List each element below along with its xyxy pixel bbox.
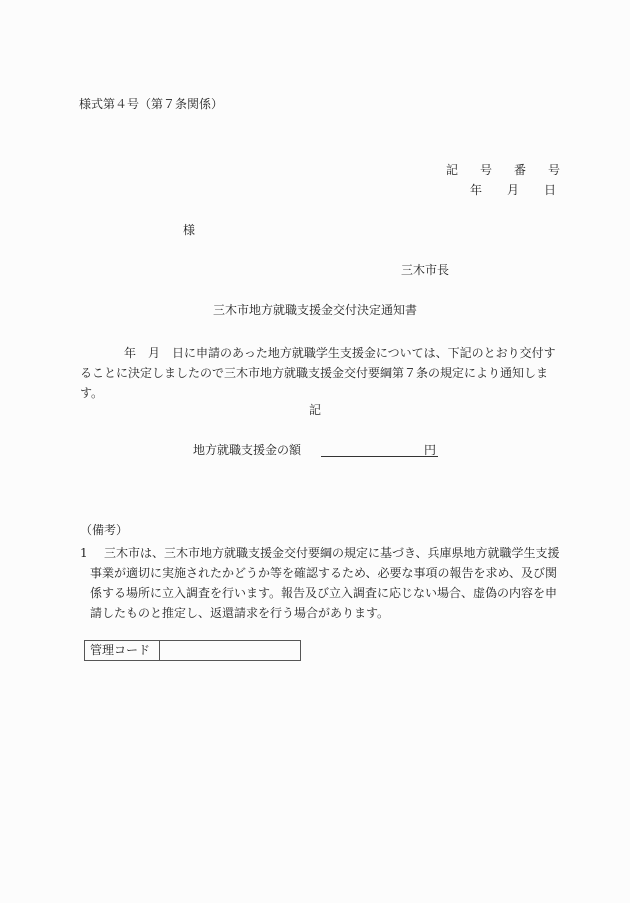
issuer: 三木市長 xyxy=(401,263,450,277)
remark-number: 1 xyxy=(80,546,88,560)
body-line-2: ることに決定しましたので三木市地方就職支援金交付要綱第７条の規定により通知します。 xyxy=(80,366,549,400)
date-day: 日 xyxy=(544,183,557,197)
amount-unit: 円 xyxy=(424,443,437,457)
management-code-label: 管理コード xyxy=(85,641,160,661)
ref-char: 号 xyxy=(548,163,561,177)
ref-char: 記 xyxy=(446,163,459,177)
ref-char: 番 xyxy=(514,163,527,177)
remark-item xyxy=(80,543,560,623)
remarks-heading: （備考） xyxy=(80,523,129,537)
form-number: 様式第４号（第７条関係） xyxy=(79,97,224,111)
management-code-table xyxy=(84,640,301,661)
document-title: 三木市地方就職支援金交付決定通知書 xyxy=(212,303,417,317)
ki-heading: 記 xyxy=(308,403,321,417)
body-line-1: 年 月 日に申請のあった地方就職学生支援金については、下記のとおり交付す xyxy=(124,346,556,360)
reference-number xyxy=(446,163,582,177)
date-month: 月 xyxy=(507,183,520,197)
body-paragraph xyxy=(80,343,560,403)
amount-label: 地方就職支援金の額 xyxy=(193,443,302,457)
date-year: 年 xyxy=(470,183,483,197)
amount-field[interactable] xyxy=(321,456,438,457)
addressee: 様 xyxy=(183,223,196,237)
management-code-field[interactable] xyxy=(160,641,301,661)
issue-date xyxy=(470,183,581,197)
ref-char: 号 xyxy=(480,163,493,177)
remark-text: 三木市は、三木市地方就職支援金交付要綱の規定に基づき、兵庫県地方就職学生支援事業が適切に実施されたかどうか等を確認するため、必要な事項の報告を求め、及び関係する場所に立入調査を行います。報告及び立入調査に応じない場合、虚偽の内容を申請したものと推定し、返還請求を行う場合があります。 xyxy=(90,546,560,620)
